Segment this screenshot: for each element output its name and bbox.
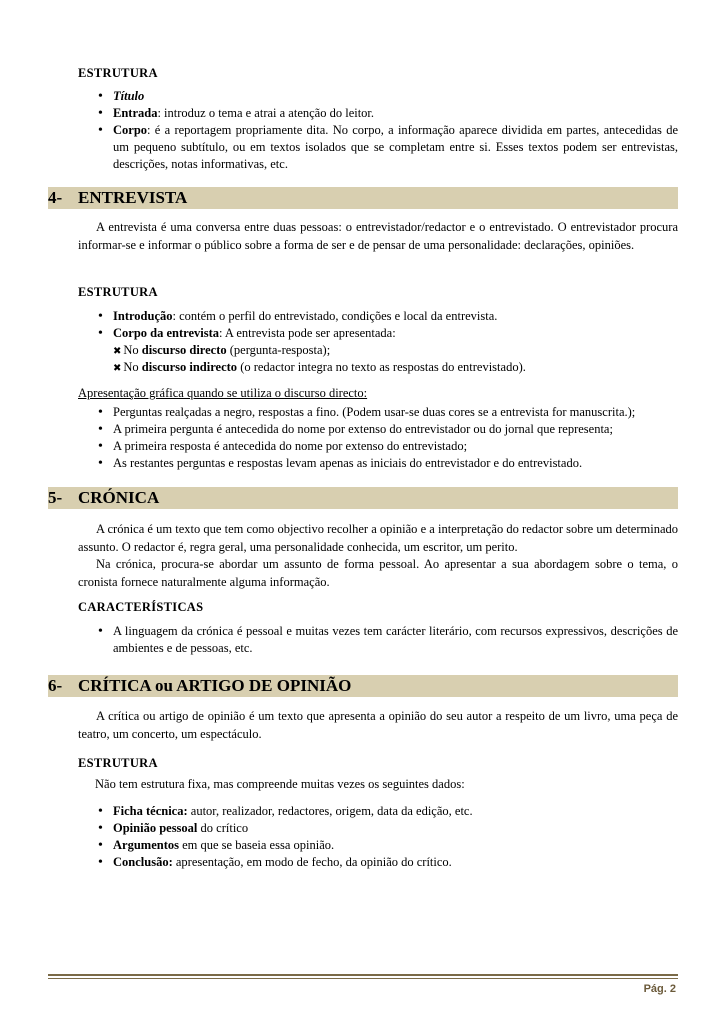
critica-estrutura-list [95,803,678,871]
section-heading-critica: 6- CRÍTICA ou ARTIGO DE OPINIÃO [48,675,678,697]
entrevista-estrutura-list [95,308,678,342]
critica-estrutura-label: ESTRUTURA [78,756,158,770]
list-item: • A linguagem da crónica é pessoal e muitas vezes tem carácter literário, com recursos expressivos, descrições de ambientes e de pessoas, etc. [95,623,678,657]
list-item: • Argumentos em que se baseia essa opinião. [95,837,678,854]
list-item: • Introdução: contém o perfil do entrevistado, condições e local da entrevista. [95,308,678,325]
list-item: • Perguntas realçadas a negro, respostas a fino. (Podem usar-se duas cores se a entrevista for manuscrita.); [95,404,685,421]
cross-icon: ✖ [113,346,122,357]
list-item: • Conclusão: apresentação, em modo de fecho, da opinião do crítico. [95,854,678,871]
footer-rule [48,974,678,976]
list-item: • A primeira pergunta é antecedida do nome por extenso do entrevistador ou do jornal que representa; [95,421,685,438]
graphic-presentation-label: Apresentação gráfica quando se utiliza o discurso directo: [78,386,368,400]
sub-item-discurso-directo: ✖ No discurso directo (pergunta-resposta); [113,343,331,357]
caracteristicas-label: CARACTERÍSTICAS [78,600,204,614]
section-heading-cronica: 5- CRÓNICA [48,487,678,509]
list-item: • A primeira resposta é antecedida do nome por extenso do entrevistado; [95,438,685,455]
critica-paragraph: A crítica ou artigo de opinião é um texto que apresenta a opinião do seu autor a respeito de um livro, uma peça de teatro, um concerto, um espectáculo. [78,709,678,741]
list-item: • Entrada: introduz o tema e atrai a atenção do leitor. [95,105,678,122]
critica-intro: Não tem estrutura fixa, mas compreende muitas vezes os seguintes dados: [95,777,465,791]
estrutura-label: ESTRUTURA [78,66,158,80]
list-item: • Título [95,88,678,105]
list-item: • Opinião pessoal do crítico [95,820,678,837]
list-item: • As restantes perguntas e respostas levam apenas as iniciais do entrevistador e do entrevistado. [95,455,685,472]
sub-item-discurso-indirecto: ✖ No discurso indirecto (o redactor integra no texto as respostas do entrevistado). [113,360,526,374]
list-item: • Corpo: é a reportagem propriamente dita. No corpo, a informação aparece dividida em partes, antecedidas de um pequeno subtítulo, ou em textos isolados que se completam entre si. Esses textos podem ser entrevistas, descrições, notas informativas, etc. [95,122,678,173]
list-item: • Corpo da entrevista: A entrevista pode ser apresentada: [95,325,678,342]
caracteristicas-list [95,623,678,657]
entrevista-paragraph: A entrevista é uma conversa entre duas pessoas: o entrevistador/redactor e o entrevistado. O entrevistador procura informar-se e informar o público sobre a forma de ser e de pensar de uma personalidade: declarações, opiniões. [78,220,678,252]
footer-rule-thin [48,978,678,979]
list-item: • Ficha técnica: autor, realizador, redactores, origem, data da edição, etc. [95,803,678,820]
graphic-presentation-list [95,404,685,472]
section-heading-entrevista: 4- ENTREVISTA [48,187,678,209]
estrutura-list [95,88,678,173]
page-number: Pág. 2 [643,983,676,995]
cross-icon: ✖ [113,363,122,374]
entrevista-estrutura-label: ESTRUTURA [78,285,158,299]
cronica-paragraph: A crónica é um texto que tem como objectivo recolher a opinião e a interpretação do redactor sobre um determinado assunto. O redactor é, regra geral, uma personalidade conhecida, um escritor, um perito. Na crónica, procura-se abordar um assunto de forma pessoal. Ao apresentar a sua abordagem sobre o tema, o cronista fornece naturalmente alguma informação. [78,522,678,589]
